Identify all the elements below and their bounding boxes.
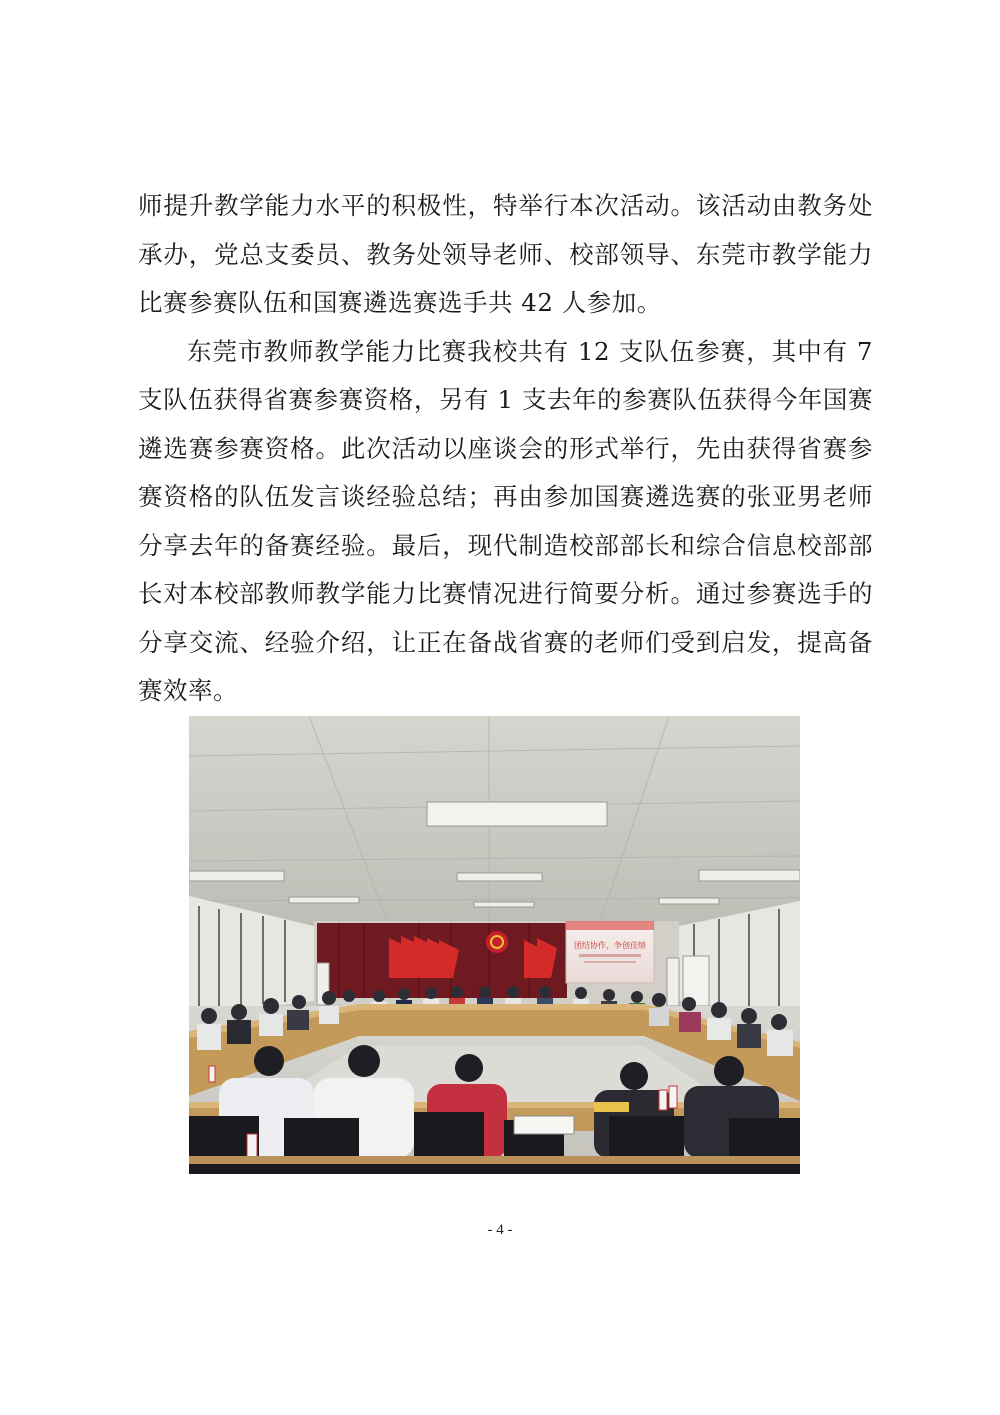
screen-title: 团结协作，争创佳绩 <box>574 941 646 950</box>
paragraph-2: 东莞市教师教学能力比赛我校共有 12 支队伍参赛，其中有 7 支队伍获得省赛参赛资格，另有 1 支去年的参赛队伍获得今年国赛遴选赛参赛资格。此次活动以座谈会的形式举行，先由获得省赛参赛资格的队伍发言谈经验总结；再由参加国赛遴选赛的张亚男老师分享去年的备赛经验。最后，现代制造校部部长和综合信息校部部长对本校部教师教学能力比赛情况进行简要分析。通过参赛选手的分享交流、经验介绍，让正在备战省赛的老师们受到启发，提高备赛效率。 <box>138 336 873 705</box>
meeting-photo-illustration <box>189 716 800 1174</box>
paragraph-1: 师提升教学能力水平的积极性，特举行本次活动。该活动由教务处承办，党总支委员、教务处领导老师、校部领导、东莞市教学能力比赛参赛队伍和国赛遴选赛选手共 42 人参加。 <box>138 191 873 317</box>
body-text <box>138 182 873 716</box>
meeting-photo <box>189 716 800 1174</box>
page-number: - 4 - <box>487 1222 513 1238</box>
